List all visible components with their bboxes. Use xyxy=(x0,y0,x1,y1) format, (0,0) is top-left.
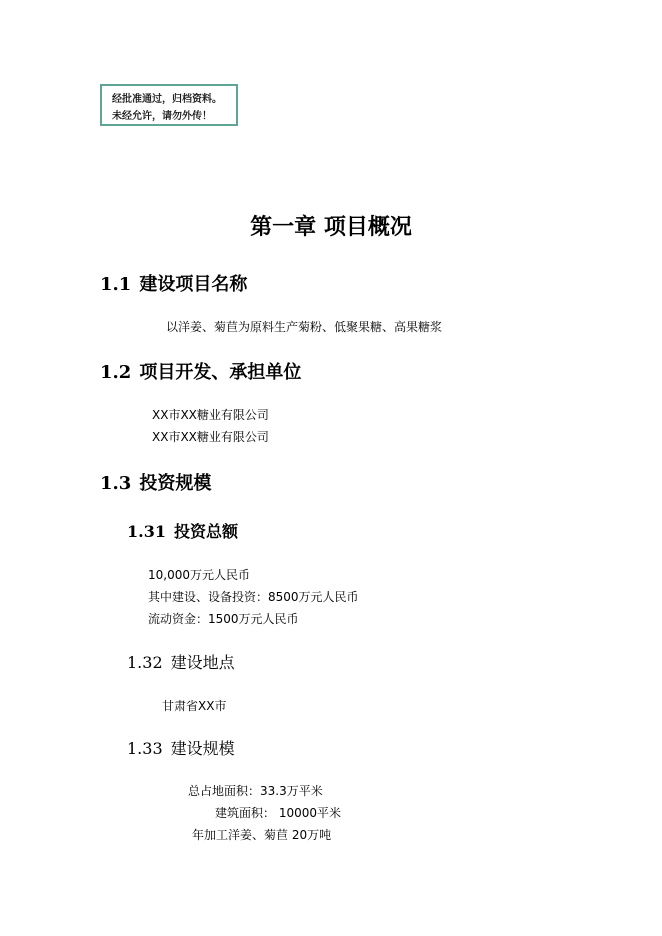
heading-1-32 xyxy=(127,650,235,673)
heading-text: 投资规模 xyxy=(139,473,212,494)
developer-line-2: XX市XX糖业有限公司 xyxy=(152,430,269,444)
stamp-line-1: 经批准通过，归档资料。 xyxy=(112,94,222,105)
heading-1-33 xyxy=(127,736,235,759)
investment-line-2: 其中建设、设备投资：8500万元人民币 xyxy=(148,590,359,604)
heading-number: 1.31 xyxy=(127,522,166,541)
chapter-title: 第一章 项目概况 xyxy=(250,214,412,240)
scale-line-2: 建筑面积： 10000平米 xyxy=(215,806,341,820)
heading-text: 投资总额 xyxy=(173,522,238,541)
heading-1-3 xyxy=(100,469,211,495)
scale-line-3: 年加工洋姜、菊苣 20万吨 xyxy=(192,828,332,842)
project-name-text: 以洋姜、菊苣为原料生产菊粉、低聚果糖、高果糖浆 xyxy=(166,320,443,334)
heading-number: 1.32 xyxy=(127,653,163,672)
scale-line-1: 总占地面积：33.3万平米 xyxy=(188,784,323,798)
heading-1-2 xyxy=(100,358,301,384)
heading-text: 建设项目名称 xyxy=(139,274,248,295)
heading-number: 1.1 xyxy=(100,274,132,295)
investment-line-1: 10,000万元人民币 xyxy=(148,568,250,582)
stamp-line-2: 未经允许，请勿外传！ xyxy=(112,111,212,122)
heading-1-1 xyxy=(100,270,247,296)
heading-text: 建设规模 xyxy=(170,739,235,758)
approval-stamp xyxy=(100,84,238,126)
heading-number: 1.2 xyxy=(100,362,132,383)
location-text: 甘肃省XX市 xyxy=(162,699,227,713)
heading-text: 项目开发、承担单位 xyxy=(139,362,302,383)
heading-1-31 xyxy=(127,519,238,542)
heading-text: 建设地点 xyxy=(170,653,235,672)
developer-line-1: XX市XX糖业有限公司 xyxy=(152,408,269,422)
heading-number: 1.33 xyxy=(127,739,163,758)
heading-number: 1.3 xyxy=(100,473,132,494)
investment-line-3: 流动资金：1500万元人民币 xyxy=(148,612,299,626)
